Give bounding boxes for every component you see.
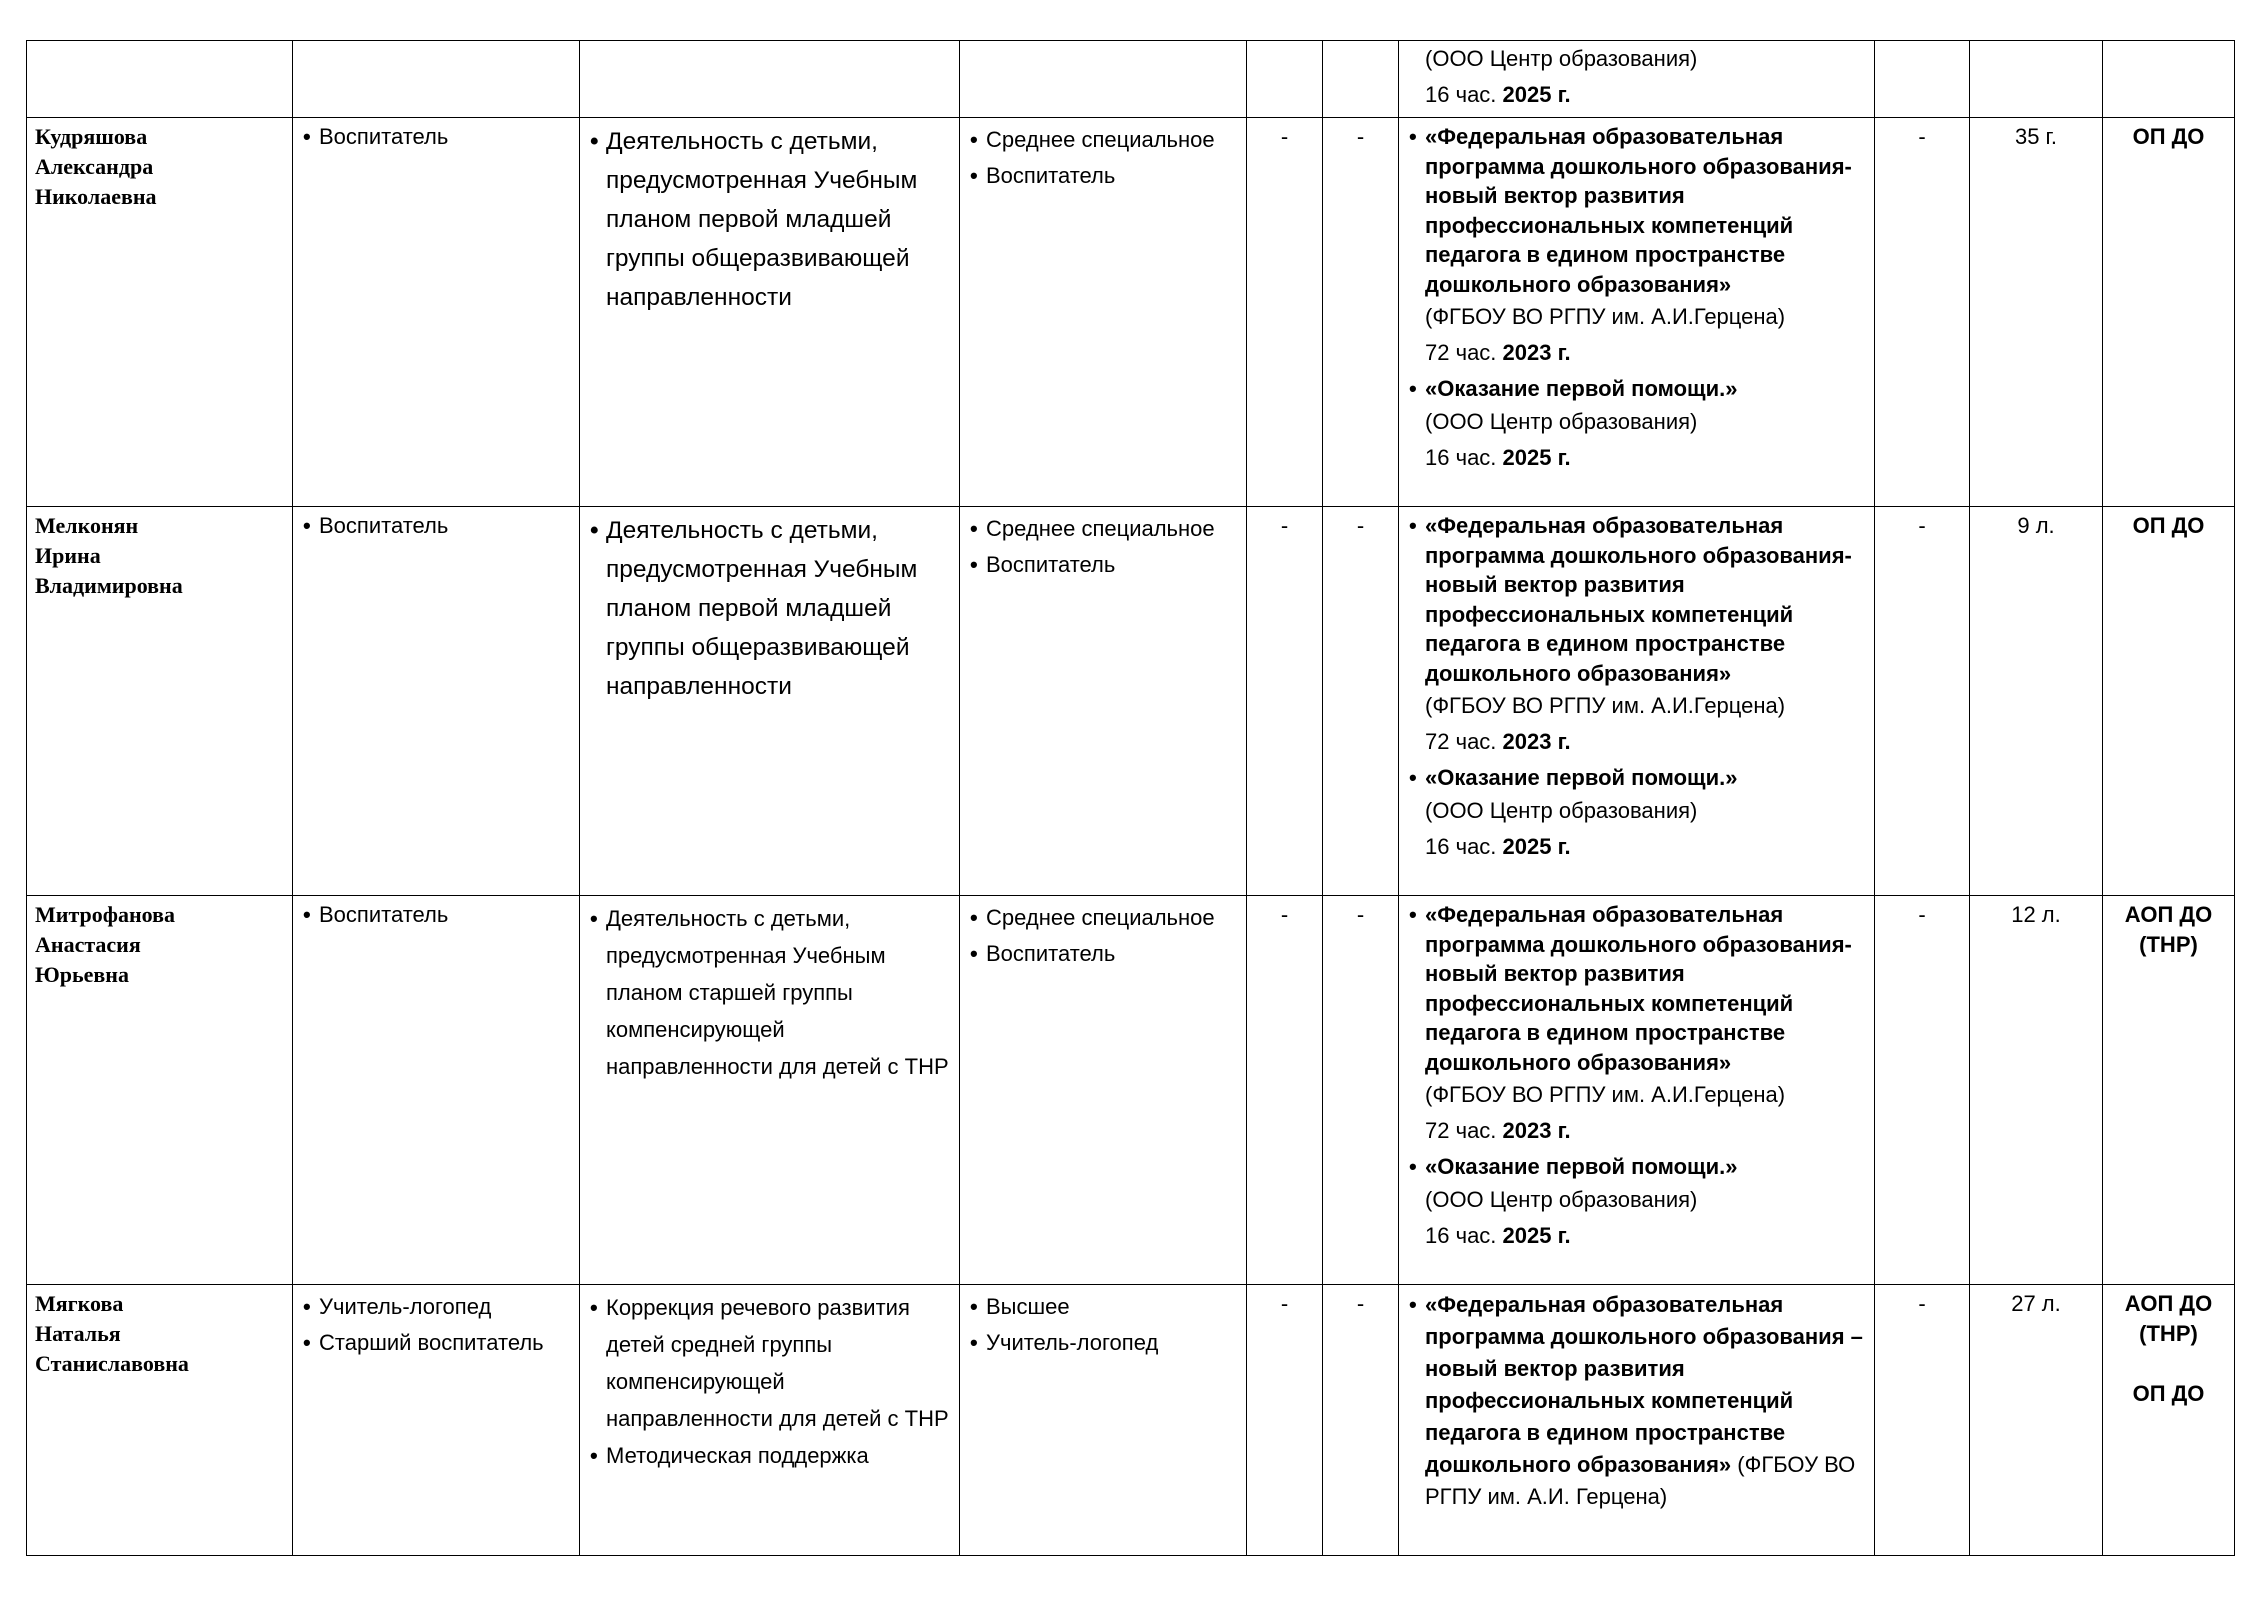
- education-level: • Высшее: [968, 1289, 1238, 1325]
- course-item: [1407, 122, 1866, 371]
- course-item: [1407, 1289, 1866, 1513]
- activity-item: • Деятельность с детьми, предусмотренная Учебным планом старшей группы компенсирующей направленности для детей с ТНР: [588, 900, 951, 1085]
- rank-cell: -: [1323, 1285, 1399, 1556]
- course-title: • «Федеральная образовательная программа дошкольного образования-новый вектор развития профессиональных компетенций педагога в едином пространстве дошкольного образования»: [1425, 124, 1852, 297]
- experience-cell: 12 л.: [1970, 896, 2103, 1285]
- course-org: (ООО Центр образования): [1425, 1186, 1698, 1212]
- qualification: • Воспитатель: [968, 547, 1238, 583]
- course-title: • «Оказание первой помощи.»: [1425, 1154, 1738, 1179]
- position-item: • Воспитатель: [301, 900, 571, 930]
- degree-cell: -: [1247, 896, 1323, 1285]
- first-name: Ирина: [35, 543, 101, 568]
- education-level: • Среднее специальное: [968, 900, 1238, 936]
- position-cell: [293, 507, 580, 896]
- position-cell: [293, 1285, 580, 1556]
- activity-cell: [580, 118, 960, 507]
- activity-item: • Деятельность с детьми, предусмотренная Учебным планом первой младшей группы общеразвивающей направленности: [588, 511, 951, 706]
- education-cell: [960, 507, 1247, 896]
- courses-cell: [1399, 896, 1875, 1285]
- course-title: • «Федеральная образовательная программа дошкольного образования-новый вектор развития профессиональных компетенций педагога в едином пространстве дошкольного образования»: [1425, 902, 1852, 1075]
- course-org: (ФГБОУ ВО РГПУ им. А.И.Герцена): [1425, 304, 1786, 329]
- qualification: • Учитель-логопед: [968, 1325, 1238, 1361]
- name-cell: [27, 1285, 293, 1556]
- course-title: «Федеральная образовательная программа дошкольного образования – новый вектор развития профессиональных компетенций педагога в едином пространстве дошкольного образования»: [1425, 1292, 1863, 1477]
- course-hours: 16 час. 2025 г.: [1425, 444, 1571, 470]
- program-label: АОП ДО: [2124, 1291, 2213, 1316]
- activity-cell: [580, 896, 960, 1285]
- position-cell: [293, 41, 580, 118]
- patronymic: Николаевна: [35, 184, 157, 209]
- program-label: ОП ДО: [2132, 124, 2205, 149]
- program-cell: [2103, 1285, 2235, 1556]
- surname: Кудряшова: [35, 124, 148, 149]
- col9-cell: -: [1875, 896, 1970, 1285]
- course-hours: 16 час. 2025 г.: [1425, 1222, 1571, 1248]
- experience-cell: [1970, 41, 2103, 118]
- program-cell: [2103, 41, 2235, 118]
- education-cell: [960, 1285, 1247, 1556]
- surname: Мелконян: [35, 513, 139, 538]
- first-name: Анастасия: [35, 932, 141, 957]
- activity-cell: [580, 507, 960, 896]
- position-cell: [293, 896, 580, 1285]
- program-label: ОП ДО: [2132, 1381, 2205, 1406]
- table-row: [27, 896, 2235, 1285]
- degree-cell: [1247, 41, 1323, 118]
- experience-cell: 27 л.: [1970, 1285, 2103, 1556]
- course-hours: 16 час. 2025 г.: [1425, 82, 1571, 107]
- table-row: [27, 507, 2235, 896]
- course-item: [1407, 763, 1866, 865]
- rank-cell: [1323, 41, 1399, 118]
- course-title: • «Оказание первой помощи.»: [1425, 376, 1738, 401]
- first-name: Наталья: [35, 1321, 121, 1346]
- education-level: • Среднее специальное: [968, 122, 1238, 158]
- courses-cell: [1399, 507, 1875, 896]
- qualification: • Воспитатель: [968, 936, 1238, 972]
- activity-cell: [580, 41, 960, 118]
- course-title: • «Оказание первой помощи.»: [1425, 765, 1738, 790]
- patronymic: Владимировна: [35, 573, 183, 598]
- table-row: [27, 1285, 2235, 1556]
- program-cell: [2103, 118, 2235, 507]
- courses-cell: [1399, 118, 1875, 507]
- name-cell: [27, 41, 293, 118]
- name-cell: [27, 507, 293, 896]
- course-item: [1407, 374, 1866, 476]
- program-label: (ТНР): [2139, 1321, 2198, 1346]
- course-item: [1407, 900, 1866, 1149]
- activity-cell: [580, 1285, 960, 1556]
- surname: Мягкова: [35, 1291, 124, 1316]
- activity-item: • Методическая поддержка: [588, 1437, 951, 1474]
- qualification: • Воспитатель: [968, 158, 1238, 194]
- course-hours: 16 час. 2025 г.: [1425, 833, 1571, 859]
- program-label: АОП ДО: [2124, 902, 2213, 927]
- position-item: • Старший воспитатель: [301, 1325, 571, 1361]
- patronymic: Юрьевна: [35, 962, 129, 987]
- course-org: (ФГБОУ ВО РГПУ им. А.И. Герцена): [1425, 1452, 1856, 1509]
- position-cell: [293, 118, 580, 507]
- col9-cell: -: [1875, 118, 1970, 507]
- col9-cell: -: [1875, 1285, 1970, 1556]
- course-hours: 72 час. 2023 г.: [1425, 729, 1571, 754]
- degree-cell: -: [1247, 118, 1323, 507]
- position-item: • Учитель-логопед: [301, 1289, 571, 1325]
- surname: Митрофанова: [35, 902, 175, 927]
- name-cell: [27, 118, 293, 507]
- program-cell: [2103, 507, 2235, 896]
- education-level: • Среднее специальное: [968, 511, 1238, 547]
- position-item: • Воспитатель: [301, 511, 571, 541]
- course-org: (ООО Центр образования): [1425, 408, 1698, 434]
- course-item: [1407, 511, 1866, 760]
- courses-cell: [1399, 41, 1875, 118]
- staff-table: [26, 40, 2235, 1556]
- course-org: (ООО Центр образования): [1425, 46, 1698, 71]
- name-cell: [27, 896, 293, 1285]
- course-org: (ООО Центр образования): [1425, 797, 1698, 823]
- courses-cell: [1399, 1285, 1875, 1556]
- first-name: Александра: [35, 154, 154, 179]
- program-label: (ТНР): [2139, 932, 2198, 957]
- activity-item: • Деятельность с детьми, предусмотренная Учебным планом первой младшей группы общеразвивающей направленности: [588, 122, 951, 317]
- experience-cell: 35 г.: [1970, 118, 2103, 507]
- course-org: (ФГБОУ ВО РГПУ им. А.И.Герцена): [1425, 1082, 1786, 1107]
- program-cell: [2103, 896, 2235, 1285]
- education-cell: [960, 896, 1247, 1285]
- course-title: • «Федеральная образовательная программа дошкольного образования-новый вектор развития профессиональных компетенций педагога в едином пространстве дошкольного образования»: [1425, 513, 1852, 686]
- table-row: [27, 41, 2235, 118]
- program-spacer: [2111, 1349, 2226, 1379]
- col9-cell: [1875, 41, 1970, 118]
- table-row: [27, 118, 2235, 507]
- course-hours: 72 час. 2023 г.: [1425, 340, 1571, 365]
- course-item: [1407, 1152, 1866, 1254]
- rank-cell: -: [1323, 118, 1399, 507]
- col9-cell: -: [1875, 507, 1970, 896]
- course-hours: 72 час. 2023 г.: [1425, 1118, 1571, 1143]
- activity-item: • Коррекция речевого развития детей средней группы компенсирующей направленности для детей с ТНР: [588, 1289, 951, 1437]
- education-cell: [960, 41, 1247, 118]
- rank-cell: -: [1323, 507, 1399, 896]
- patronymic: Станиславовна: [35, 1351, 189, 1376]
- education-cell: [960, 118, 1247, 507]
- course-org: (ФГБОУ ВО РГПУ им. А.И.Герцена): [1425, 693, 1786, 718]
- experience-cell: 9 л.: [1970, 507, 2103, 896]
- rank-cell: -: [1323, 896, 1399, 1285]
- degree-cell: -: [1247, 1285, 1323, 1556]
- degree-cell: -: [1247, 507, 1323, 896]
- program-label: ОП ДО: [2132, 513, 2205, 538]
- position-item: • Воспитатель: [301, 122, 571, 152]
